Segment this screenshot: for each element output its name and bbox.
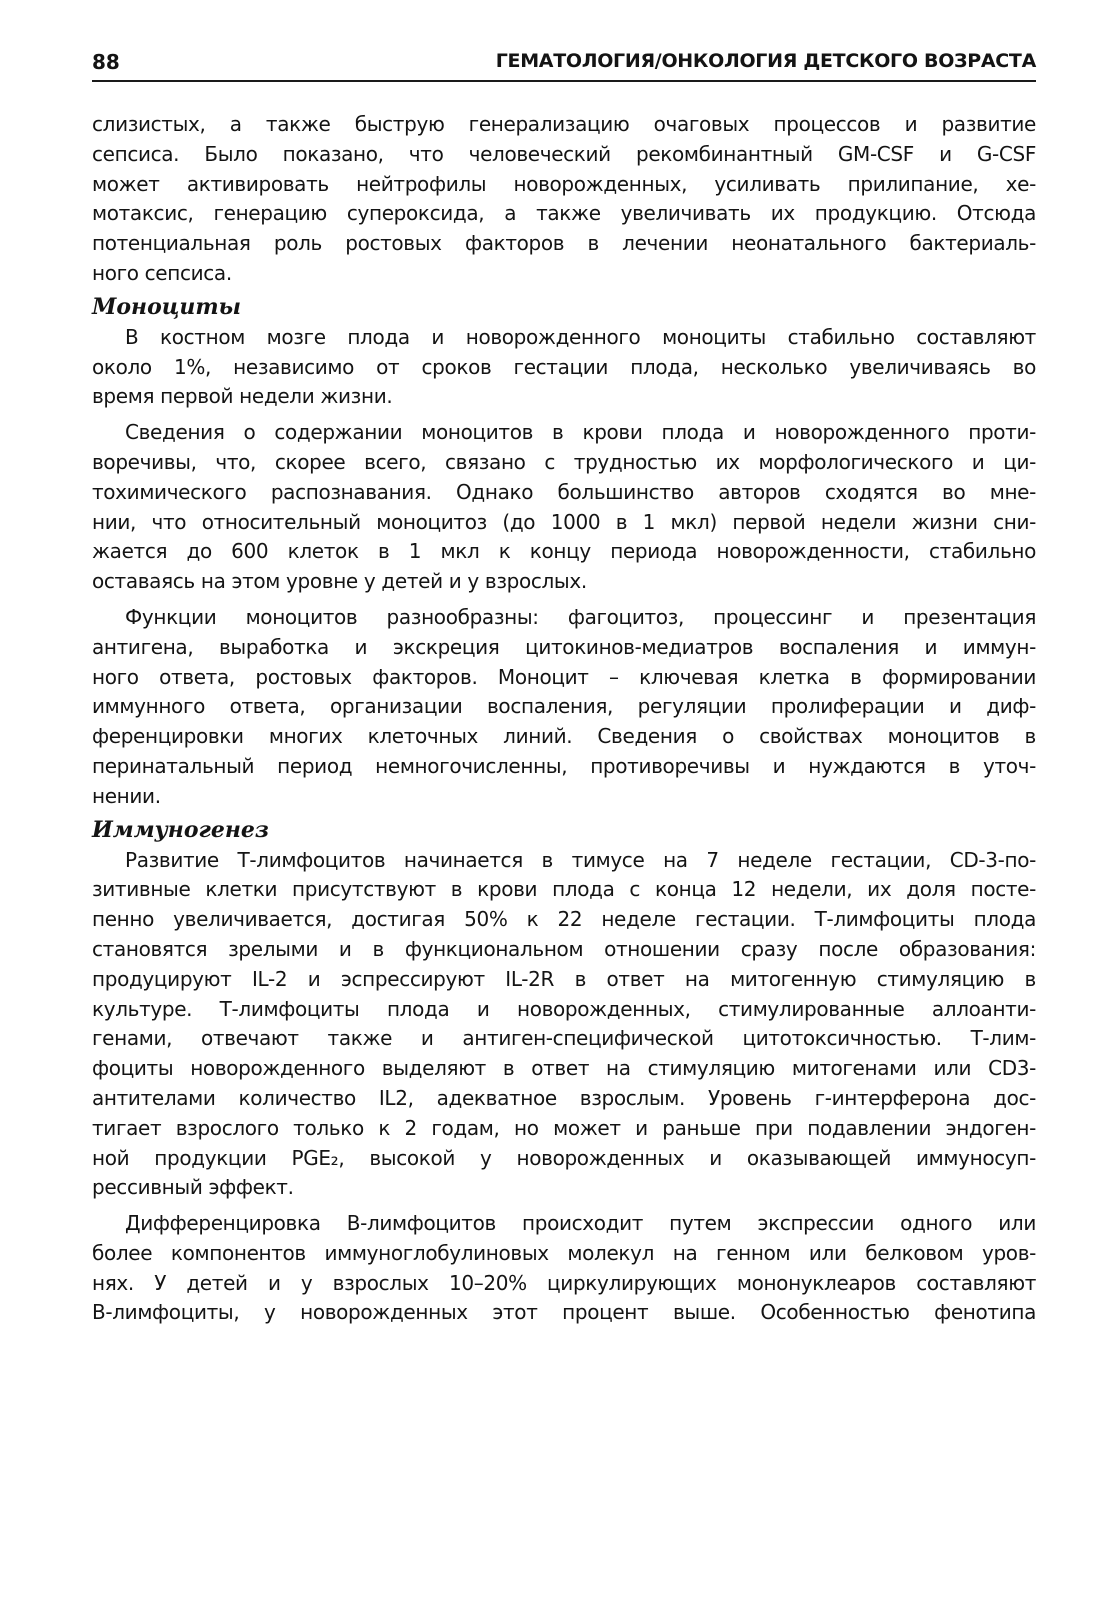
text-line: В костном мозге плода и новорожденного моноциты стабильно составляют [125, 324, 1036, 349]
text-line: может активировать нейтрофилы новорожденных, усиливать прилипание, хе- [92, 171, 1036, 196]
text-line: время первой недели жизни. [92, 384, 393, 409]
text-line: генами, отвечают также и антиген-специфической цитотоксичностью. Т-лим- [92, 1026, 1036, 1051]
text-line: культуре. Т-лимфоциты плода и новорожденных, стимулированные аллоанти- [92, 996, 1036, 1021]
section-heading-immunogenesis: Иммуногенез [92, 816, 269, 843]
text-line: ного ответа, ростовых факторов. Моноцит – ключевая клетка в формировании [92, 664, 1036, 689]
text-line: тигает взрослого только к 2 годам, но может и раньше при подавлении эндоген- [92, 1115, 1036, 1140]
text-line: нях. У детей и у взрослых 10–20% циркулирующих мононуклеаров составляют [92, 1270, 1036, 1295]
text-line: В-лимфоциты, у новорожденных этот процент выше. Особенностью фенотипа [92, 1300, 1036, 1325]
text-line: жается до 600 клеток в 1 мкл к концу периода новорожденности, стабильно [92, 539, 1036, 564]
paragraph-monocytes-2 [92, 418, 1036, 597]
text-line: тохимического распознавания. Однако большинство авторов сходятся во мне- [92, 479, 1036, 504]
text-line: потенциальная роль ростовых факторов в лечении неонатального бактериаль- [92, 231, 1036, 256]
text-line: слизистых, а также быструю генерализацию очаговых процессов и развитие [92, 112, 1036, 136]
text-line: мотаксис, генерацию супероксида, а также увеличивать их продукцию. Отсюда [92, 201, 1036, 226]
text-line: продуцируют IL-2 и эспрессируют IL-2R в ответ на митогенную стимуляцию в [92, 966, 1036, 991]
text-line: около 1%, независимо от сроков гестации плода, несколько увеличиваясь во [92, 354, 1036, 379]
text-line: антигена, выработка и экскреция цитокинов-медиатров воспаления и иммун- [92, 634, 1036, 659]
text-line: оставаясь на этом уровне у детей и у взрослых. [92, 569, 587, 594]
text-line: ной продукции PGE₂, высокой у новорожденных и оказывающей иммуносуп- [92, 1145, 1036, 1170]
text-line: перинатальный период немногочисленны, противоречивы и нуждаются в уточ- [92, 753, 1036, 778]
paragraph-immunogenesis-1 [92, 846, 1036, 1204]
paragraph-monocytes-3 [92, 603, 1036, 812]
text-line: Развитие Т-лимфоцитов начинается в тимусе на 7 неделе гестации, CD-3-по- [125, 847, 1036, 872]
text-line: зитивные клетки присутствуют в крови плода с конца 12 недели, их доля посте- [92, 877, 1036, 902]
text-line: нии, что относительный моноцитоз (до 1000 в 1 мкл) первой недели жизни сни- [92, 509, 1036, 534]
text-line: воречивы, что, скорее всего, связано с трудностью их морфологического и ци- [92, 449, 1036, 474]
page-body [92, 110, 1036, 1328]
running-head: ГЕМАТОЛОГИЯ/ОНКОЛОГИЯ ДЕТСКОГО ВОЗРАСТА [495, 50, 1036, 72]
text-line: фоциты новорожденного выделяют в ответ на стимуляцию митогенами или CD3- [92, 1056, 1036, 1081]
text-line: становятся зрелыми и в функциональном отношении сразу после образования: [92, 936, 1036, 961]
text-line: сепсиса. Было показано, что человеческий рекомбинантный GM-CSF и G-CSF [92, 141, 1036, 166]
text-line: иммунного ответа, организации воспаления, регуляции пролиферации и диф- [92, 694, 1036, 719]
section-heading-monocytes: Моноциты [92, 293, 242, 320]
text-line: рессивный эффект. [92, 1175, 294, 1200]
text-line: Дифференцировка В-лимфоцитов происходит путем экспрессии одного или [125, 1211, 1036, 1236]
page-number: 88 [92, 50, 120, 74]
text-line: нении. [92, 783, 161, 808]
text-line: Функции моноцитов разнообразны: фагоцитоз, процессинг и презентация [125, 604, 1036, 629]
text-line: ференцировки многих клеточных линий. Сведения о свойствах моноцитов в [92, 724, 1036, 749]
text-line: Сведения о содержании моноцитов в крови плода и новорожденного проти- [125, 420, 1036, 445]
paragraph-intro [92, 110, 1036, 289]
paragraph-monocytes-1 [92, 323, 1036, 412]
text-line: более компонентов иммуноглобулиновых молекул на генном или белковом уров- [92, 1240, 1036, 1265]
text-line: ного сепсиса. [92, 260, 232, 285]
text-line: пенно увеличивается, достигая 50% к 22 неделе гестации. Т-лимфоциты плода [92, 907, 1036, 932]
paragraph-immunogenesis-2 [92, 1209, 1036, 1328]
page-header [92, 48, 1036, 82]
text-line: антителами количество IL2, адекватное взрослым. Уровень г-интерферона дос- [92, 1085, 1036, 1110]
